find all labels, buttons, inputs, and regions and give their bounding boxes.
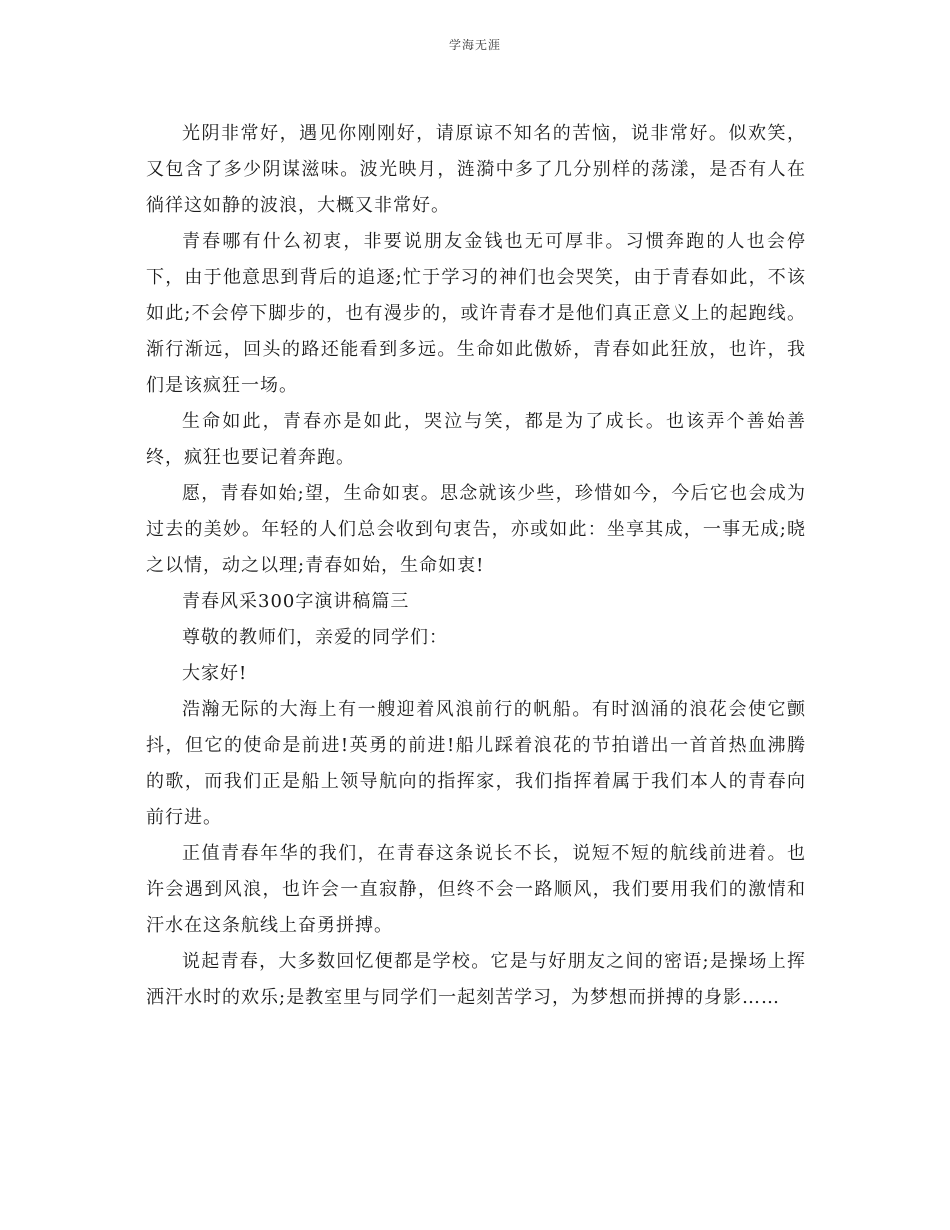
paragraph-2: 青春哪有什么初衷，非要说朋友金钱也无可厚非。习惯奔跑的人也会停下，由于他意思到背后的追逐;忙于学习的神们也会哭笑，由于青春如此，不该如此;不会停下脚步的，也有漫步的，或许青春才是他们真正意义上的起跑线。渐行渐远，回头的路还能看到多远。生命如此傲娇，青春如此狂放，也许，我们是该疯狂一场。 (146, 231, 806, 396)
greeting: 大家好! (182, 663, 248, 684)
section-title: 青春风采300字演讲稿篇三 (182, 591, 410, 612)
paragraph-5: 浩瀚无际的大海上有一艘迎着风浪前行的帆船。有时汹涌的浪花会使它颤抖，但它的使命是前进!英勇的前进!船儿踩着浪花的节拍谱出一首首热血沸腾的歌，而我们正是船上领导航向的指挥家，我们指挥着属于我们本人的青春向前行进。 (146, 699, 806, 828)
paragraph-1: 光阴非常好，遇见你刚刚好，请原谅不知名的苦恼，说非常好。似欢笑，又包含了多少阴谋滋味。波光映月，涟漪中多了几分别样的荡漾，是否有人在徜徉这如静的波浪，大概又非常好。 (146, 123, 806, 216)
paragraph-3: 生命如此，青春亦是如此，哭泣与笑，都是为了成长。也该弄个善始善终，疯狂也要记着奔跑。 (146, 411, 806, 468)
paragraph-4: 愿，青春如始;望，生命如衷。思念就该少些，珍惜如今，今后它也会成为过去的美妙。年轻的人们总会收到句衷告，亦或如此：坐享其成，一事无成;晓之以情，动之以理;青春如始，生命如衷! (146, 483, 806, 576)
paragraph-7: 说起青春，大多数回忆便都是学校。它是与好朋友之间的密语;是操场上挥洒汗水时的欢乐;是教室里与同学们一起刻苦学习，为梦想而拼搏的身影…… (146, 951, 806, 1008)
document-body (146, 116, 806, 1016)
salutation: 尊敬的教师们，亲爱的同学们： (182, 627, 448, 648)
paragraph-6: 正值青春年华的我们，在青春这条说长不长，说短不短的航线前进着。也许会遇到风浪，也许会一直寂静，但终不会一路顺风，我们要用我们的激情和汗水在这条航线上奋勇拼搏。 (146, 843, 806, 936)
page-header: 学海无涯 (448, 38, 501, 52)
